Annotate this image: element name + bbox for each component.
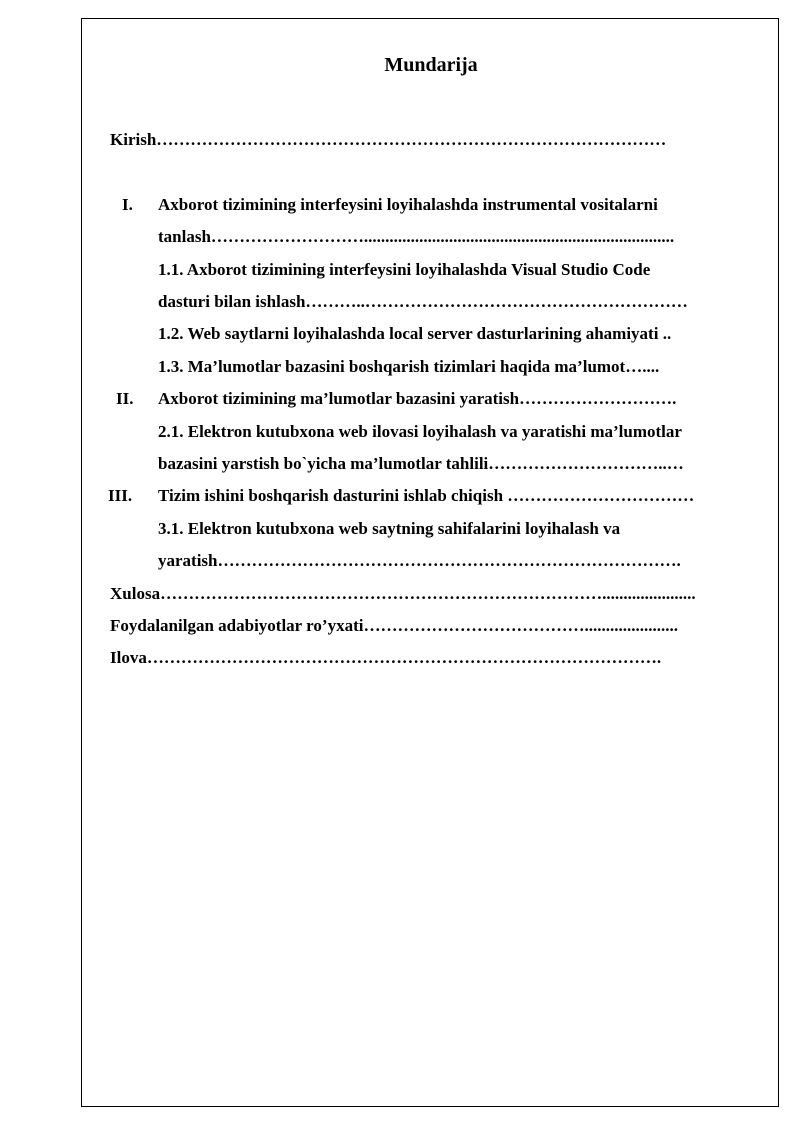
toc-entry-chapter-1-line-1: Axborot tizimining interfeysini loyihalashda instrumental vositalarni xyxy=(158,195,658,214)
toc-entry-references: Foydalanilgan adabiyotlar ro’yxati…………………………………...................... xyxy=(110,616,678,635)
toc-entry-chapter-1-line-2: tanlash………………………......................................................................... xyxy=(158,227,675,246)
toc-entry-section-3-1-line-2: yaratish………………………………………………………………………. xyxy=(158,551,681,570)
toc-entry-section-1-3: 1.3. Ma’lumotlar bazasini boshqarish tizimlari haqida ma’lumot….... xyxy=(158,357,660,376)
chapter-number-3: III. xyxy=(108,486,133,505)
toc-entry-section-2-1-line-1: 2.1. Elektron kutubxona web ilovasi loyihalash va yaratishi ma’lumotlar xyxy=(158,422,682,441)
chapter-number-2: II. xyxy=(116,389,134,408)
toc-entry-section-1-1-line-1: 1.1. Axborot tizimining interfeysini loyihalashda Visual Studio Code xyxy=(158,260,651,279)
chapter-number-1: I. xyxy=(122,195,133,214)
toc-entry-appendix: Ilova………………………………………………………………………………. xyxy=(110,648,662,667)
document-title: Mundarija xyxy=(384,54,478,76)
toc-entry-chapter-3: Tizim ishini boshqarish dasturini ishlab chiqish …………………………… xyxy=(158,486,695,505)
toc-entry-section-2-1-line-2: bazasini yarstish bo`yicha ma’lumotlar tahlili…………………………..… xyxy=(158,454,684,473)
toc-entry-intro: Kirish……………………………………………………………………………… xyxy=(110,130,667,149)
toc-entry-section-1-1-line-2: dasturi bilan ishlash………..………………………………………………… xyxy=(158,292,688,311)
toc-entry-conclusion: Xulosa……………………………………………………………………...................... xyxy=(110,584,696,603)
toc-entry-section-1-2: 1.2. Web saytlarni loyihalashda local server dasturlarining ahamiyati .. xyxy=(158,324,672,343)
toc-entry-chapter-2: Axborot tizimining ma’lumotlar bazasini yaratish………………………. xyxy=(158,389,677,408)
toc-entry-section-3-1-line-1: 3.1. Elektron kutubxona web saytning sahifalarini loyihalash va xyxy=(158,519,621,538)
